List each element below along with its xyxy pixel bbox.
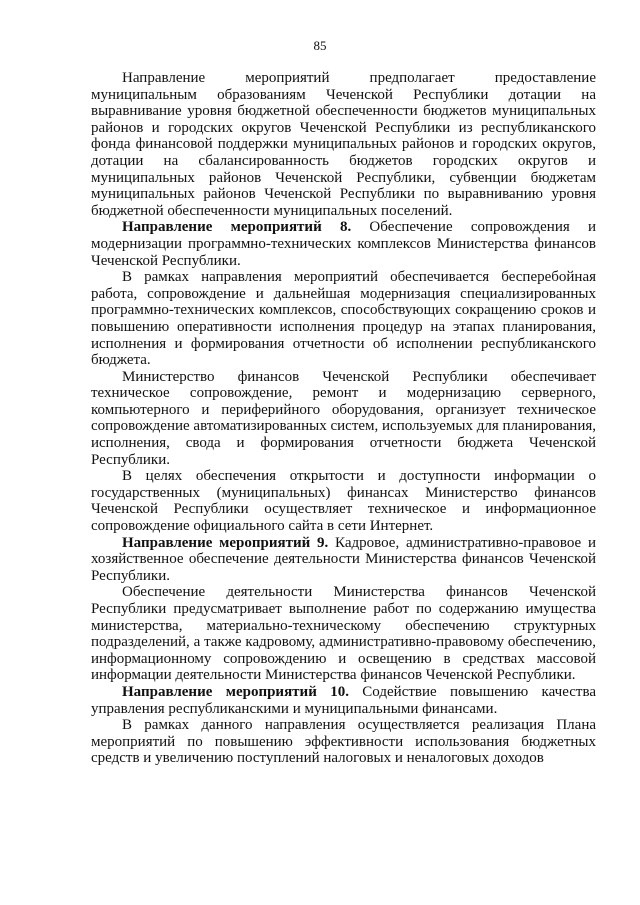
paragraph-software-support — [91, 269, 596, 369]
paragraph-text: Министерство финансов Чеченской Республики обеспечивает техническое сопровождение, ремонт и модернизацию серверного, компьютерного и периферийного оборудования, организует техническое сопровождение автоматизированных систем, используемых для планирования, исполнения, свода и формирования отчетности бюджета Чеченской Республики. — [91, 368, 596, 468]
document-body — [91, 70, 596, 767]
paragraph-text: Кадровое, административно-правовое и хозяйственное обеспечение деятельности Министерства финансов Чеченской Республики. — [91, 534, 596, 584]
paragraph-text: В рамках направления мероприятий обеспечивается бесперебойная работа, сопровождение и дальнейшая модернизация специализированных программно-технических комплексов, способствующих сокращению сроков и повышению оперативности исполнения процедур на этапах планирования, исполнения и формирования отчетности об исполнении республиканского бюджета. — [91, 269, 596, 369]
paragraph-subsidies — [91, 70, 596, 219]
paragraph-lead: Направление мероприятий 8. — [122, 219, 352, 236]
paragraph-text: Направление мероприятий предполагает предоставление муниципальным образованиям Чеченской Республики дотации на выравнивание уровня бюджетной обеспеченности бюджетов муниципальных районов и городских округов Чеченской Республики из республиканского фонда финансовой поддержки муниципальных районов и городских округов, дотации на сбалансированность бюджетов городских округов и муниципальных районов Чеченской Республики, субвенции бюджетам муниципальных районов Чеченской Республики по выравниванию уровня бюджетной обеспеченности муниципальных поселений. — [91, 70, 596, 219]
paragraph-direction-10 — [91, 684, 596, 717]
paragraph-text: В целях обеспечения открытости и доступности информации о государственных (муниципальных) финансах Министерство финансов Чеченской Республики осуществляет техническое и информационное сопровождение официального сайта в сети Интернет. — [91, 468, 596, 535]
paragraph-lead: Направление мероприятий 10. — [122, 683, 349, 700]
paragraph-text: Обеспечение деятельности Министерства финансов Чеченской Республики предусматривает выполнение работ по содержанию имущества министерства, материально-техническому обеспечению структурных подразделений, а также кадровому, административно-правовому обеспечению, информационному сопровождению и освещению в средствах массовой информации деятельности Министерства финансов Чеченской Республики. — [91, 584, 596, 684]
paragraph-lead: Направление мероприятий 9. — [122, 534, 329, 551]
page-number: 85 — [313, 38, 327, 53]
paragraph-text: Содействие повышению качества управления республиканскими и муниципальными финансами. — [91, 683, 596, 717]
paragraph-text: В рамках данного направления осуществляется реализация Плана мероприятий по повышению эффективности использования бюджетных средств и увеличению поступлений налоговых и неналоговых доходов — [91, 717, 596, 767]
paragraph-ministry-operations — [91, 584, 596, 684]
paragraph-efficiency-plan — [91, 717, 596, 767]
paragraph-website-support — [91, 468, 596, 534]
paragraph-text: Обеспечение сопровождения и модернизации программно-технических комплексов Министерства финансов Чеченской Республики. — [91, 219, 596, 269]
paragraph-hardware-support — [91, 369, 596, 469]
paragraph-direction-9 — [91, 535, 596, 585]
paragraph-direction-8 — [91, 219, 596, 269]
